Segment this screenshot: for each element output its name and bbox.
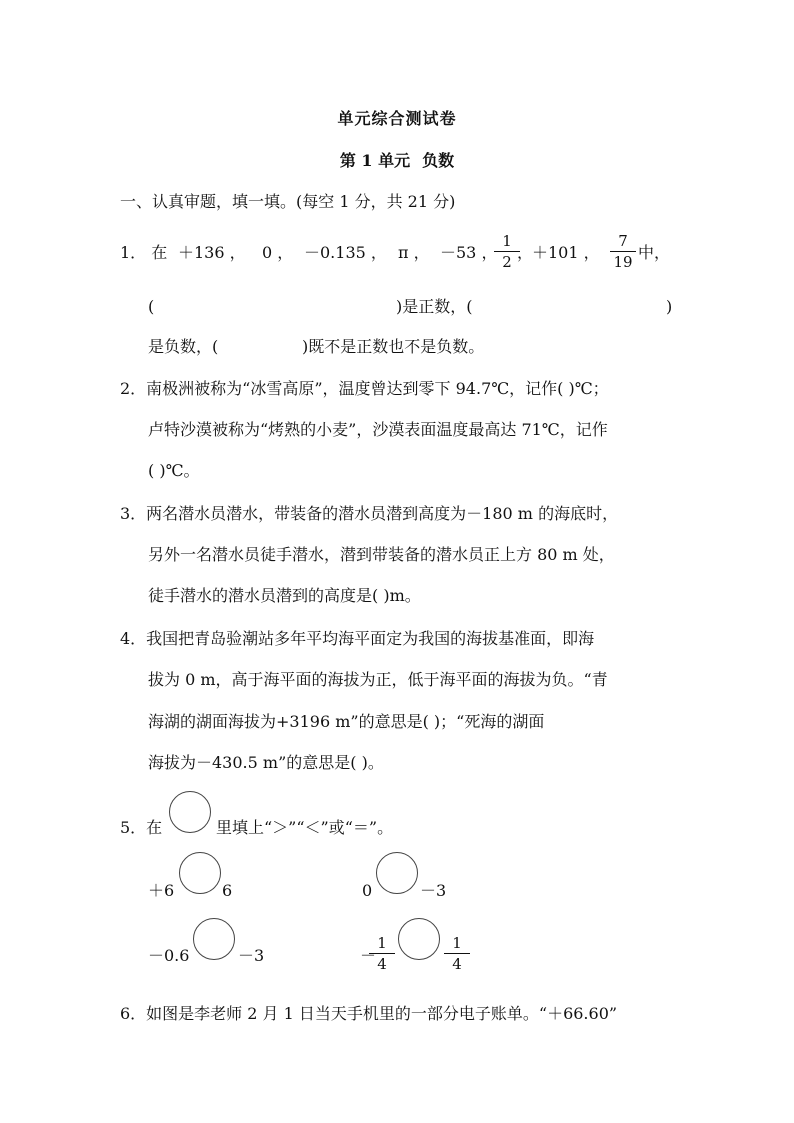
q1-fraction-half: 1 2: [492, 232, 522, 271]
q2-line-1: 2．南极洲被称为“冰雪高原”，温度曾达到零下 94.7℃，记作( )℃；: [120, 379, 609, 398]
q5-pair3-right: －3: [238, 946, 265, 965]
q2-line-2: 卢特沙漠被称为“烤熟的小麦”，沙漠表面温度最高达 71℃，记作: [148, 420, 608, 439]
unit-heading: [0, 148, 794, 171]
q5-pair1-answer-circle[interactable]: [179, 852, 221, 894]
q3-line-3: 徒手潜水的潜水员潜到的高度是( )m。: [148, 586, 421, 605]
q1-comma: ，: [517, 243, 534, 262]
q5-pair3-answer-circle[interactable]: [193, 918, 235, 960]
q2-line-3: ( )℃。: [148, 461, 200, 480]
q1-blank-negative-close[interactable]: ): [666, 297, 673, 316]
q1-fraction-seven-nineteenths: 7 19: [608, 232, 638, 271]
q4-line-2: 拔为 0 m，高于海平面的海拔为正，低于海平面的海拔为负。“青: [148, 670, 608, 689]
q5-pair2-answer-circle[interactable]: [376, 852, 418, 894]
q1-item-3: －0.135 ，: [304, 243, 387, 262]
q3-line-1: 3．两名潜水员潜水，带装备的潜水员潜到高度为－180 m 的海底时，: [120, 504, 619, 523]
q3-line-2: 另外一名潜水员徒手潜水，潜到带装备的潜水员正上方 80 m 处，: [148, 545, 615, 564]
unit-number: 第 1 单元: [339, 151, 411, 170]
q5-pair3-left: －0.6: [148, 946, 190, 965]
q1-item-plus101: ＋101 ，: [532, 243, 600, 262]
q5-pair1-left: ＋6: [148, 881, 175, 900]
q1-item-5: －53 ，: [440, 243, 498, 262]
q5-pair2-left: 0: [362, 881, 373, 900]
q1-item-1: ＋136 ，: [178, 243, 246, 262]
q5-pair4-minus-sign: －: [360, 946, 377, 965]
q1-tail: 中，: [638, 243, 671, 262]
q5-pair1-right: 6: [222, 881, 233, 900]
q1-item-4: π ，: [398, 243, 430, 262]
q4-line-3: 海湖的湖面海拔为+3196 m”的意思是( )；“死海的湖面: [148, 712, 545, 731]
q5-pair4-answer-circle[interactable]: [398, 918, 440, 960]
q5-example-circle: [169, 791, 211, 833]
unit-name: 负数: [422, 151, 455, 170]
q1-item-2: 0 ，: [262, 243, 294, 262]
q5-lead: 5．在: [120, 818, 163, 837]
q1-negative-label: 是负数，(: [148, 337, 219, 356]
q4-line-4: 海拔为－430.5 m”的意思是( )。: [148, 753, 384, 772]
page-title: 单元综合测试卷: [337, 109, 457, 128]
q1-positive-label: )是正数，(: [396, 297, 473, 316]
section-heading: 一、认真审题，填一填。(每空 1 分，共 21 分): [120, 192, 456, 211]
q5-pair4-right-fraction: 1 4: [442, 934, 472, 973]
q5-pair4-left-fraction: 1 4: [367, 934, 397, 973]
q6-line-1: 6．如图是李老师 2 月 1 日当天手机里的一部分电子账单。“＋66.60”: [120, 1004, 618, 1023]
q1-neither-label: )既不是正数也不是负数。: [302, 337, 485, 356]
q5-pair2-right: －3: [420, 881, 447, 900]
q5-instruction: 里填上“＞”“＜”或“＝”。: [216, 818, 394, 837]
q1-blank-positive-open[interactable]: (: [148, 297, 155, 316]
q1-lead: 1． 在: [120, 243, 168, 262]
q4-line-1: 4．我国把青岛验潮站多年平均海平面定为我国的海拔基准面，即海: [120, 629, 595, 648]
